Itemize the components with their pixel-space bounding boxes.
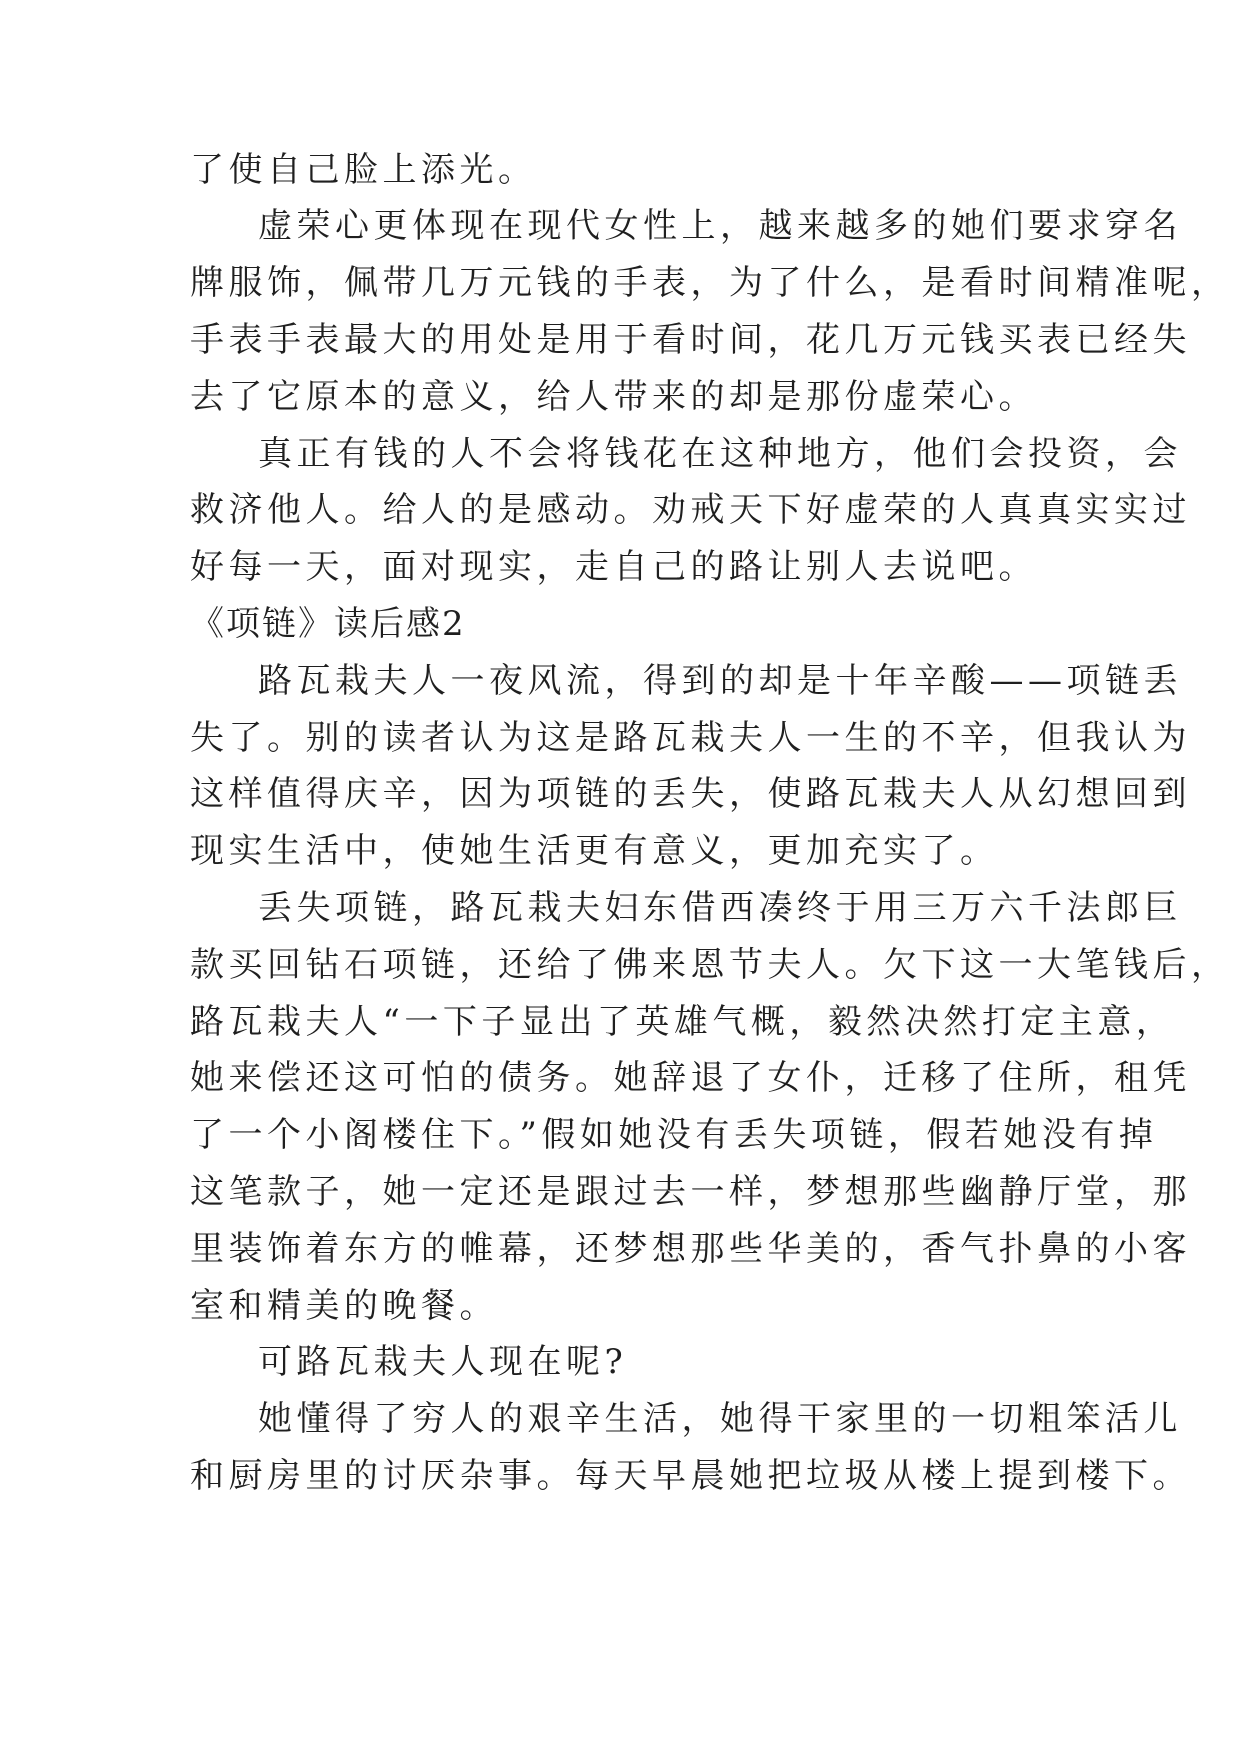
paragraph-start: 可路瓦栽夫人现在呢? [258,1342,628,1382]
text-line: 手表手表最大的用处是用于看时间，花几万元钱买表已经失 [190,320,1191,360]
text-line: 牌服饰，佩带几万元钱的手表，为了什么，是看时间精准呢， [190,263,1230,303]
text-line: 这笔款子，她一定还是跟过去一样，梦想那些幽静厅堂，那 [190,1172,1191,1212]
text-line: 和厨房里的讨厌杂事。每天早晨她把垃圾从楼上提到楼下。 [190,1456,1191,1496]
paragraph-start: 丢失项链，路瓦栽夫妇东借西凑终于用三万六千法郎巨 [258,888,1182,928]
text-line: 现实生活中，使她生活更有意义，更加充实了。 [190,831,999,871]
text-line: 了一个小阁楼住下。”假如她没有丢失项链，假若她没有掉 [190,1115,1158,1155]
text-line: 好每一天，面对现实，走自己的路让别人去说吧。 [190,547,1037,587]
text-line: 室和精美的晚餐。 [190,1286,498,1326]
text-line: 救济他人。给人的是感动。劝戒天下好虚荣的人真真实实过 [190,490,1191,530]
text-line: 里装饰着东方的帷幕，还梦想那些华美的，香气扑鼻的小客 [190,1229,1191,1269]
text-line: 了使自己脸上添光。 [190,150,537,190]
section-heading: 《项链》读后感2 [190,604,466,644]
text-line: 失了。别的读者认为这是路瓦栽夫人一生的不辛，但我认为 [190,718,1191,758]
text-line: 款买回钻石项链，还给了佛来恩节夫人。欠下这一大笔钱后， [190,945,1230,985]
paragraph-start: 真正有钱的人不会将钱花在这种地方，他们会投资，会 [258,434,1182,474]
text-line: 去了它原本的意义，给人带来的却是那份虚荣心。 [190,377,1037,417]
text-line: 这样值得庆辛，因为项链的丢失，使路瓦栽夫人从幻想回到 [190,774,1191,814]
text-line: 她来偿还这可怕的债务。她辞退了女仆，迁移了住所，租凭 [190,1058,1191,1098]
paragraph-start: 虚荣心更体现在现代女性上，越来越多的她们要求穿名 [258,206,1182,246]
paragraph-start: 她懂得了穷人的艰辛生活，她得干家里的一切粗笨活儿 [258,1399,1182,1439]
text-line: 路瓦栽夫人“一下子显出了英雄气概，毅然决然打定主意， [190,1002,1175,1042]
paragraph-start: 路瓦栽夫人一夜风流，得到的却是十年辛酸——项链丢 [258,661,1182,701]
